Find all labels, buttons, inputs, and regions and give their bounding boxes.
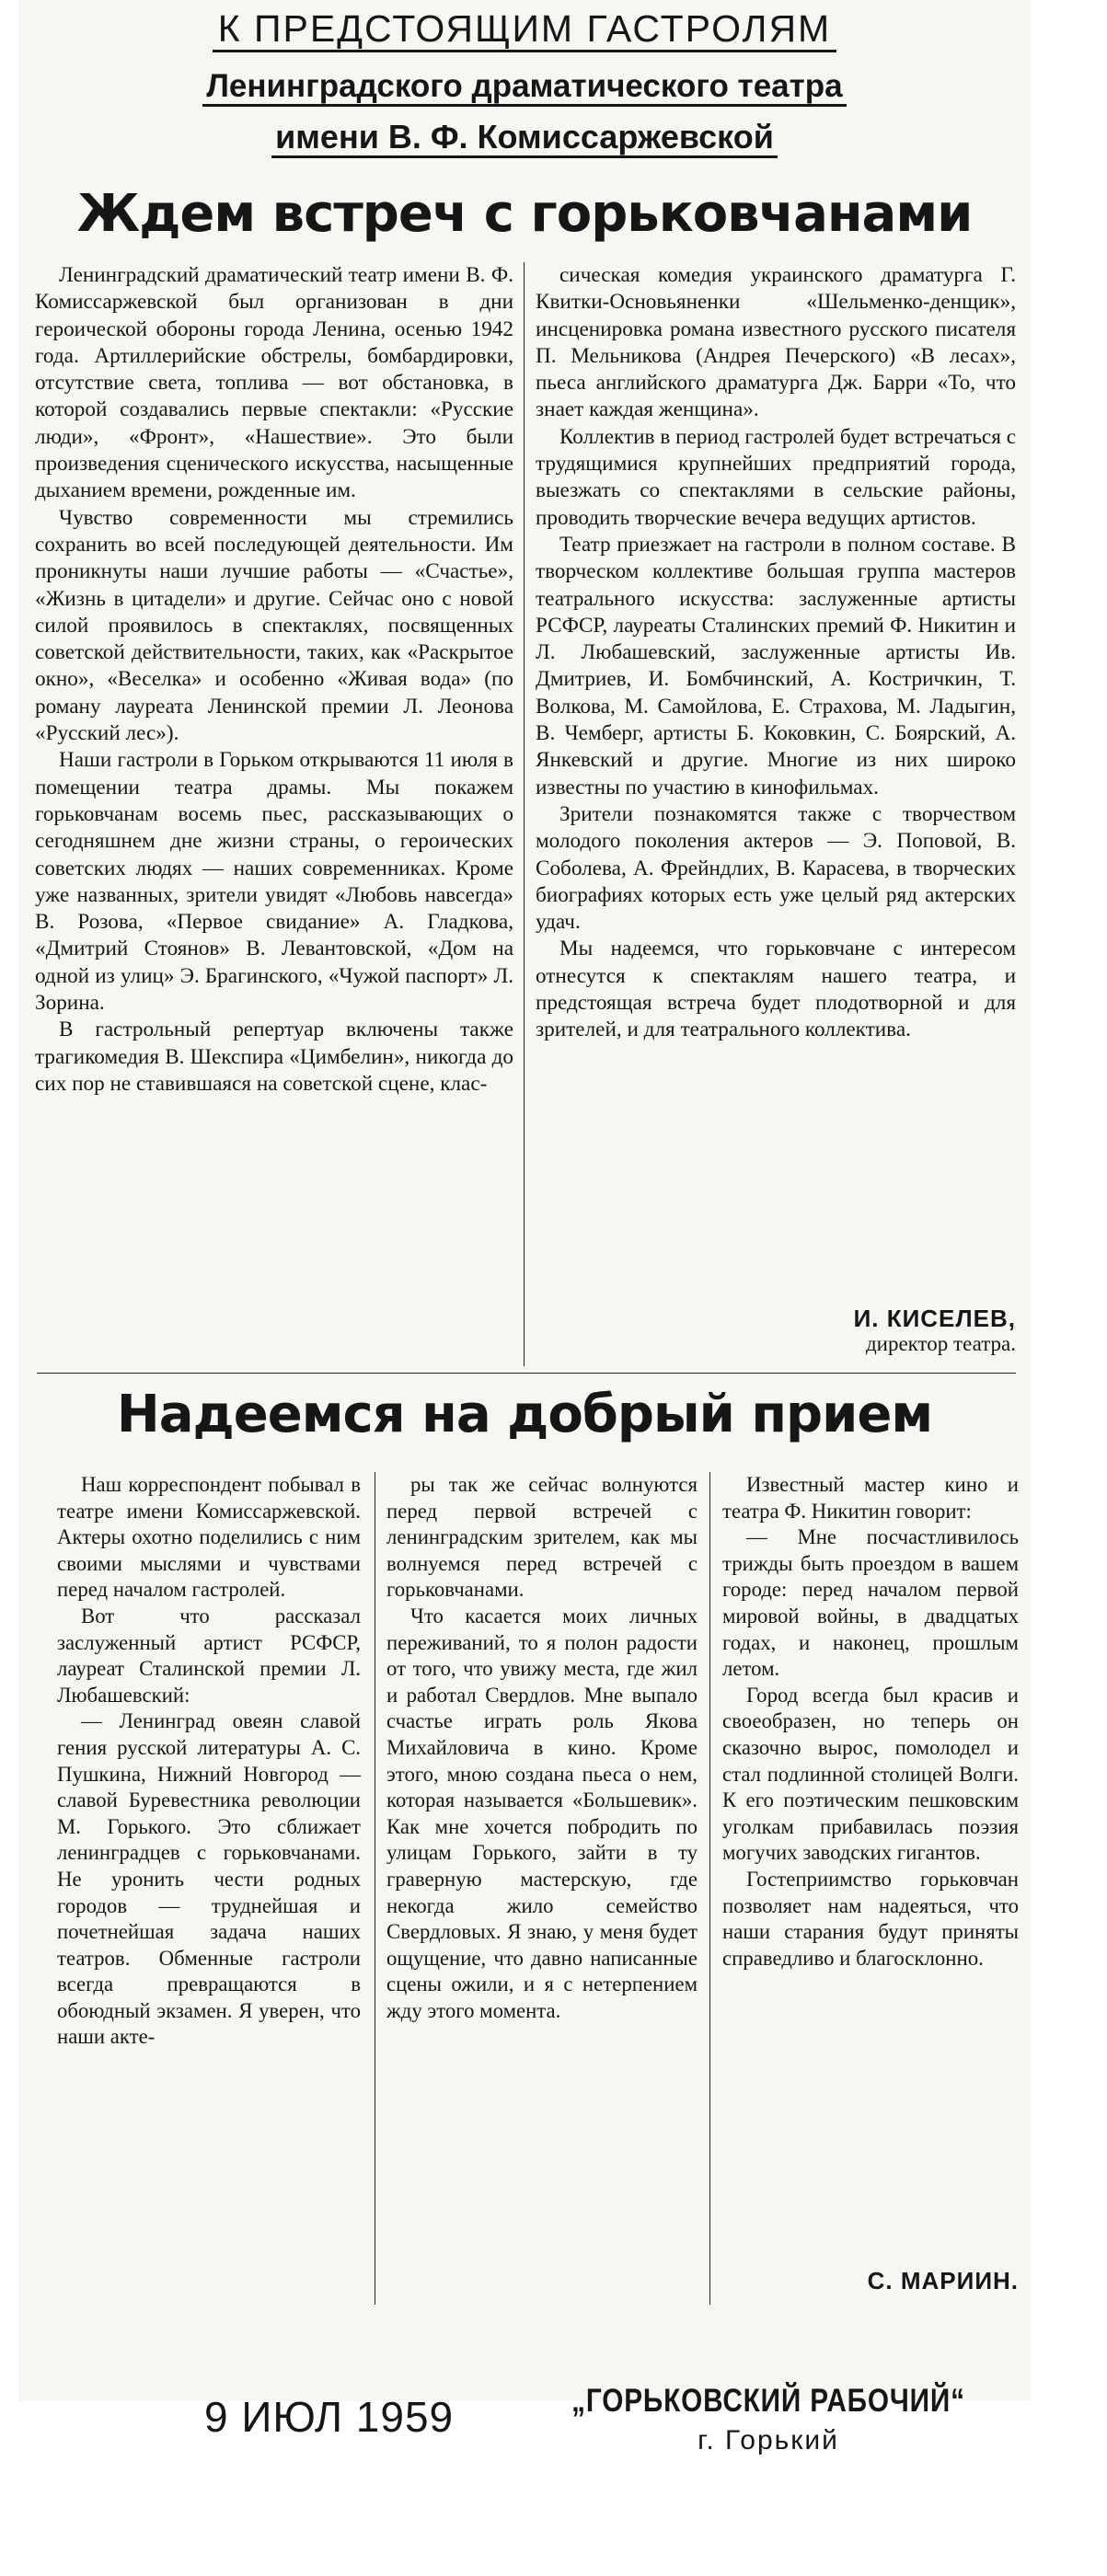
paragraph: Город всегда был красив и своеобразен, но теперь он сказочно вырос, помолодел и стал подлинной столицей Волги. К его поэтическим пешковским уголкам прибавилась поэзия могучих заводских гигантов. [722, 1683, 1019, 1865]
section-divider [37, 1373, 1016, 1374]
rubric-line-1: К ПРЕДСТОЯЩИМ ГАСТРОЛЯМ [18, 7, 1031, 51]
article2-column-1 [57, 1472, 361, 2051]
article2-column-2 [386, 1472, 698, 2024]
paragraph: — Ленинград овеян славой гения русской литературы А. С. Пушкина, Нижний Новгород — славой Буревестника революции М. Горького. Это сближает ленинградцев с горьковчанами. Не уронить чести родных городов — труднейшая и почетнейшая задача наших театров. Обменные гастроли всегда превращаются в обоюдный экзамен. Я уверен, что наши акте- [57, 1709, 361, 2049]
article1-column-2 [536, 262, 1016, 1044]
newspaper-city: г. Горький [698, 2425, 839, 2455]
column-divider [524, 262, 525, 1366]
column-divider [709, 1472, 710, 2305]
newspaper-name: „ГОРЬКОВСКИЙ РАБОЧИЙ“ [571, 2383, 965, 2419]
paragraph: Вот что рассказал заслуженный артист РСФСР, лауреат Сталинской премии Л. Любашевский: [57, 1604, 361, 1707]
paragraph: Чувство современности мы стремились сохранить во всей последующей деятельности. Им проникнуты наши лучшие работы — «Счастье», «Жизнь в цитадели» и другие. Сейчас оно с новой силой проявилось в спектаклях, посвященных советской действительности, таких, как «Раскрытое окно», «Веселка» и особенно «Живая вода» (по роману лауреата Ленинской премии Л. Леонова «Русский лес»). [35, 505, 513, 746]
author-name: И. КИСЕЛЕВ, [853, 1305, 1016, 1332]
paragraph: Наши гастроли в Горьком открываются 11 июля в помещении театра драмы. Мы покажем горьковчанам восемь пьес, рассказывающих о сегодняшнем дне жизни страны, о героических советских людях — наших современниках. Кроме уже названных, зрители увидят «Любовь навсегда» В. Розова, «Первое свидание» А. Гладкова, «Дмитрий Стоянов» В. Левантовской, «Дом на одной из улиц» Э. Брагинского, «Чужой паспорт» Л. Зорина. [35, 748, 513, 1016]
rubric-line-3: имени В. Ф. Комиссаржевской [18, 118, 1031, 156]
article1-signature [663, 1306, 1016, 1356]
paragraph: Ленинградский драматический театр имени В. Ф. Комиссаржевской был организован в дни героической обороны города Ленина, осенью 1942 года. Артиллерийские обстрелы, бомбардировки, отсутствие света, топлива — вот обстановка, в которой создавались первые спектакли: «Русские люди», «Фронт», «Нашествие». Это были произведения сценического искусства, насыщенные дыханием времени, рожденные им. [35, 263, 513, 503]
paragraph: Коллектив в период гастролей будет встречаться с трудящимися крупнейших предприятий города, выезжать со спектаклями в сельские районы, проводить творческие вечера ведущих артистов. [536, 424, 1016, 530]
paragraph: Мы надеемся, что горьковчане с интересом отнесутся к спектаклям нашего театра, и предстоящая встреча будет плодотворной и для зрителей, и для театрального коллектива. [536, 937, 1016, 1042]
article1-headline: Ждем встреч с горьковчанами [76, 184, 973, 244]
article2-column-3 [722, 1472, 1019, 1972]
paragraph: Наш корреспондент побывал в театре имени Комиссаржевской. Актеры охотно поделились с ним своими мыслями и чувствами перед началом гастролей. [57, 1473, 361, 1602]
article1-column-1 [35, 262, 513, 1098]
paragraph: Известный мастер кино и театра Ф. Никитин говорит: [722, 1473, 1019, 1523]
paragraph: Зрители познакомятся также с творчеством молодого поколения актеров — Э. Поповой, В. Соболева, А. Фрейндлих, В. Карасева, в творческих биографиях которых есть уже целый ряд актерских удач. [536, 801, 1016, 935]
paragraph: сическая комедия украинского драматурга Г. Квитки-Основьяненки «Шельменко-денщик», инсценировка романа известного русского писателя П. Мельникова (Андрея Печерского) «В лесах», пьеса английского драматурга Дж. Барри «То, что знает каждая женщина». [536, 263, 1016, 422]
article2-signature: С. МАРИИН. [867, 2267, 1019, 2294]
paragraph: ры так же сейчас волнуются перед первой встречей с ленинградским зрителем, как мы волнуемся перед встречей с горьковчанами. [386, 1473, 698, 1602]
rubric-line-2: Ленинградского драматического театра [18, 68, 1031, 105]
paragraph: Гостеприимство горьковчан позволяет нам надеяться, что наши старания будут приняты справедливо и благосклонно. [722, 1867, 1019, 1970]
paragraph: — Мне посчастливилось трижды быть проездом в вашем городе: перед началом первой мировой войны, в двадцатых годах, и наконец, прошлым летом. [722, 1525, 1019, 1681]
newspaper-stamp [529, 2383, 1008, 2456]
author-position: директор театра. [865, 1332, 1016, 1355]
date-stamp: 9 ИЮЛ 1959 [204, 2393, 455, 2441]
article2-headline: Надеемся на добрый прием [116, 1385, 933, 1444]
paragraph: В гастрольный репертуар включены также трагикомедия В. Шекспира «Цимбелин», никогда до сих пор не ставившаяся на советской сцене, клас- [35, 1018, 513, 1096]
paragraph: Что касается моих личных переживаний, то я полон радости от того, что увижу места, где жил и работал Свердлов. Мне выпало счастье играть роль Якова Михайловича в кино. Кроме этого, мною создана пьеса о нем, которая называется «Большевик». Как мне хочется побродить по улицам Горького, зайти в ту граверную мастерскую, где некогда жило семейство Свердловых. Я знаю, у меня будет ощущение, что давно написанные сцены ожили, и я с нетерпением жду этого момента. [386, 1604, 698, 2022]
paragraph: Театр приезжает на гастроли в полном составе. В творческом коллективе большая группа мастеров театрального искусства: заслуженные артисты РСФСР, лауреаты Сталинских премий Ф. Никитин и Л. Любашевский, заслуженные артисты Ив. Дмитриев, И. Бомбчинский, А. Кострички​н, Т. Волкова, М. Самойлова, Е. Страхова, М. Ладыгин, В. Чемберг, артисты Б. Коковкин, С. Боярский, А. Янкевский и другие. Многие из них широко известны по участию в кинофильмах. [536, 532, 1016, 799]
newspaper-clipping [18, 0, 1031, 2401]
